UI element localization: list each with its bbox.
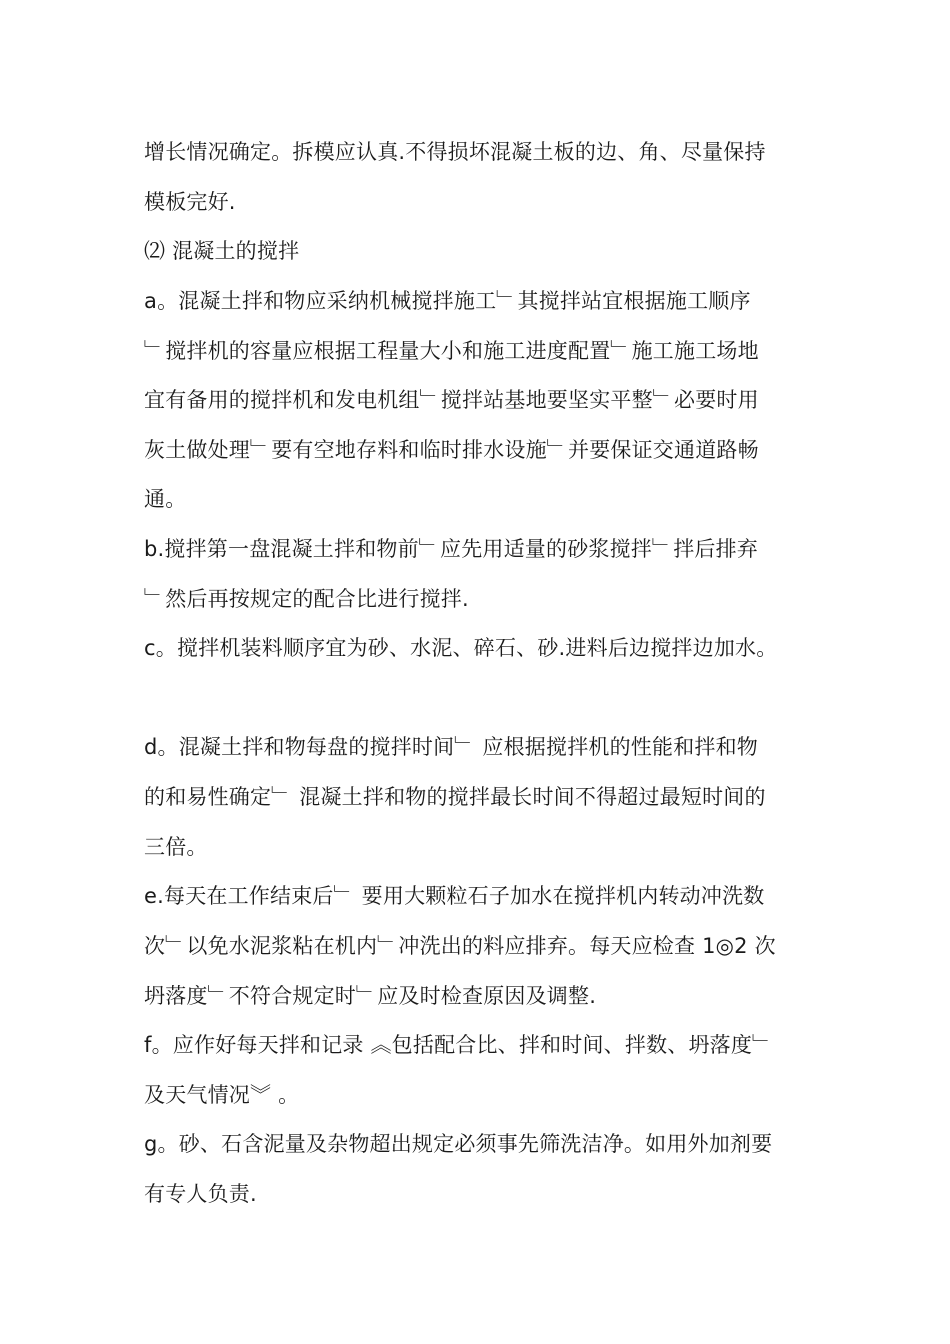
paragraph-line: ﹂搅拌机的容量应根据工程量大小和施工进度配置﹂施工施工场地 xyxy=(144,339,759,363)
paragraph-line: c。搅拌机装料顺序宜为砂、水泥、碎石、砂.进料后边搅拌边加水。 xyxy=(144,636,778,660)
paragraph-line: g。砂、石含泥量及杂物超出规定必须事先筛洗洁净。如用外加剂要 xyxy=(144,1132,773,1156)
paragraph-line: ﹂然后再按规定的配合比进行搅拌. xyxy=(144,587,469,611)
paragraph-line: 增长情况确定。拆模应认真.不得损坏混凝土板的边、角、尽量保持 xyxy=(144,140,766,164)
paragraph-line: 的和易性确定﹂ 混凝土拌和物的搅拌最长时间不得超过最短时间的 xyxy=(144,785,766,809)
paragraph-line: 模板完好. xyxy=(144,190,236,214)
paragraph-line: f。应作好每天拌和记录 ︽包括配合比、拌和时间、拌数、坍落度﹂ xyxy=(144,1033,774,1057)
paragraph-line: e.每天在工作结束后﹂ 要用大颗粒石子加水在搅拌机内转动冲洗数 xyxy=(144,884,765,908)
paragraph-line: 有专人负责. xyxy=(144,1182,257,1206)
section-heading: ⑵ 混凝土的搅拌 xyxy=(144,239,300,263)
paragraph-line: 通。 xyxy=(144,487,187,511)
paragraph-line: 三倍。 xyxy=(144,835,208,859)
paragraph-line: d。混凝土拌和物每盘的搅拌时间﹂ 应根据搅拌机的性能和拌和物 xyxy=(144,735,759,759)
paragraph-line: 及天气情况︾ 。 xyxy=(144,1083,300,1107)
paragraph-line: 灰土做处理﹂要有空地存料和临时排水设施﹂并要保证交通道路畅 xyxy=(144,438,759,462)
paragraph-line: 次﹂以免水泥浆粘在机内﹂冲洗出的料应排弃。每天应检查 1◎2 次 xyxy=(144,934,776,958)
paragraph-line: a。混凝土拌和物应采纳机械搅拌施工﹂其搅拌站宜根据施工顺序 xyxy=(144,289,751,313)
paragraph-line: 坍落度﹂不符合规定时﹂应及时检查原因及调整. xyxy=(144,984,597,1008)
paragraph-line: b.搅拌第一盘混凝土拌和物前﹂应先用适量的砂浆搅拌﹂拌后排弃 xyxy=(144,537,759,561)
paragraph-line: 宜有备用的搅拌机和发电机组﹂搅拌站基地要坚实平整﹂必要时用 xyxy=(144,388,759,412)
